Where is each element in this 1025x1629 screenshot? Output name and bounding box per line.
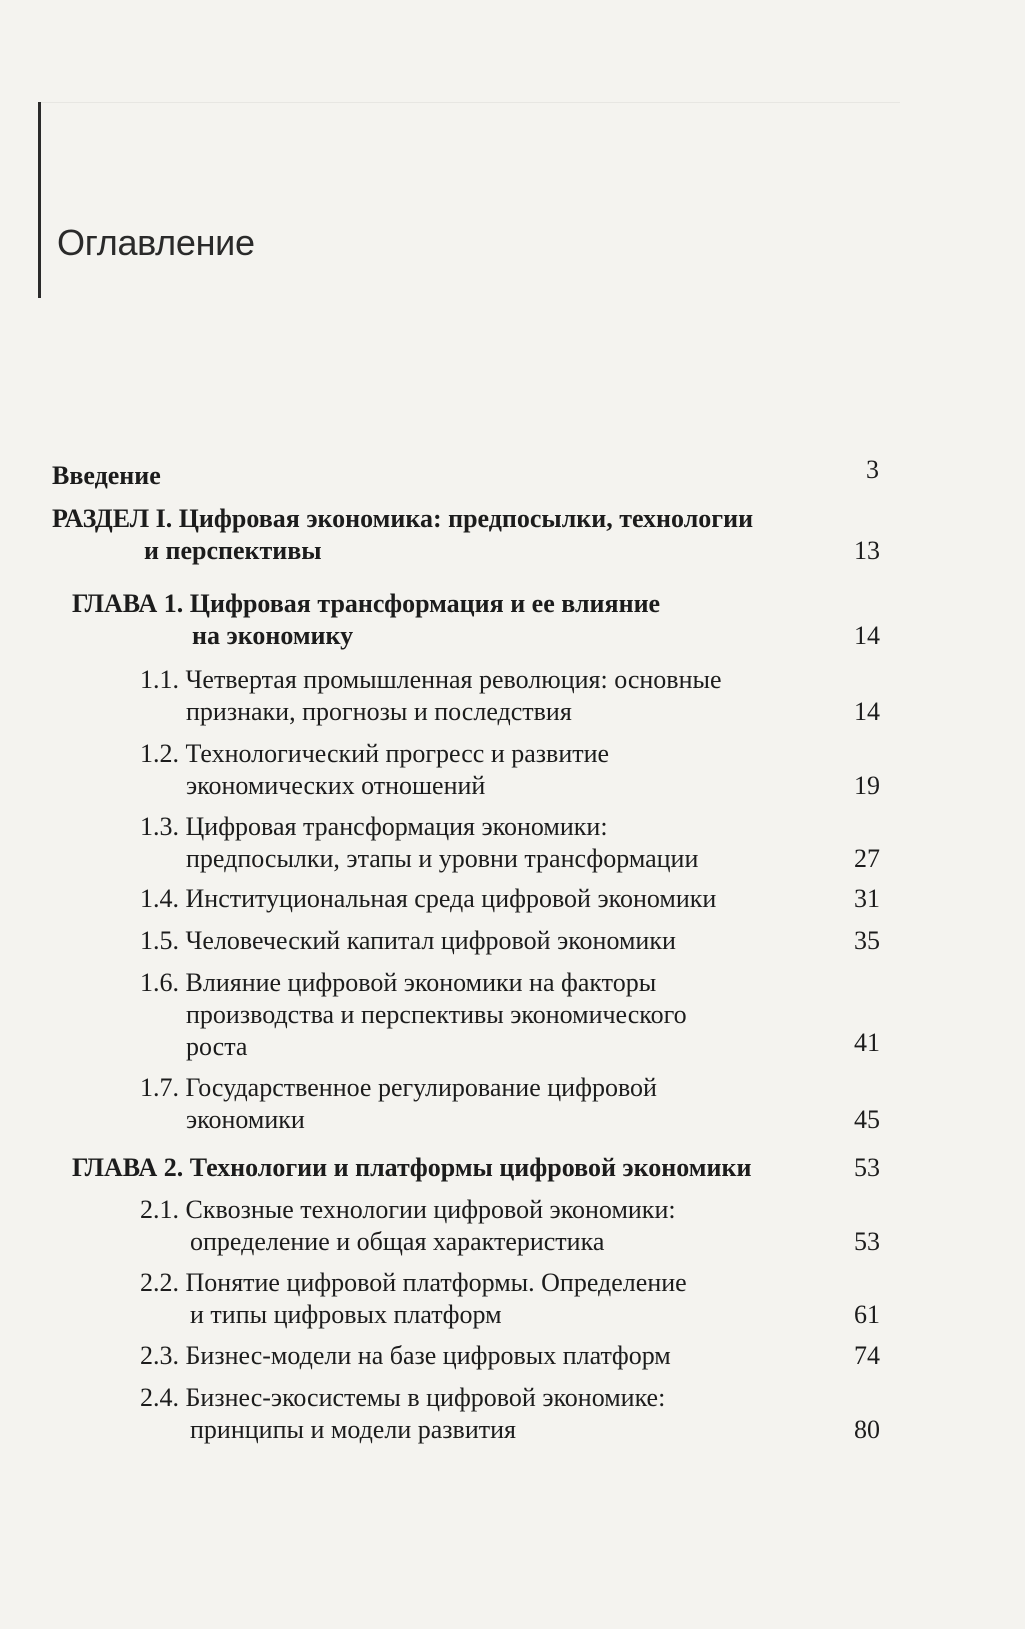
toc-entry-title-line: предпосылки, этапы и уровни трансформации bbox=[186, 844, 699, 873]
toc-entry-ch2 bbox=[72, 1152, 882, 1186]
toc-entry-title-line: экономических отношений bbox=[186, 771, 486, 800]
toc-page-number: 3 bbox=[866, 455, 879, 484]
toc-entry-1-7 bbox=[140, 1072, 882, 1138]
toc-entry-title-block bbox=[140, 1382, 665, 1446]
toc-entry-1-6 bbox=[140, 967, 882, 1067]
toc-entry-title: Введение bbox=[52, 461, 161, 490]
toc-entry-title-block bbox=[140, 1194, 676, 1258]
toc-entry-title: 1.4. Институциональная среда цифровой экономики bbox=[140, 884, 717, 913]
toc-entry-1-2 bbox=[140, 738, 882, 804]
toc-entry-title-line: и типы цифровых платформ bbox=[190, 1300, 502, 1329]
page-title: Оглавление bbox=[57, 222, 255, 263]
toc-entry-intro bbox=[52, 455, 882, 494]
toc-entry-1-4 bbox=[140, 883, 882, 917]
toc-page-number: 80 bbox=[854, 1415, 880, 1444]
toc-entry-title-line: ГЛАВА 1. Цифровая трансформация и ее влияние bbox=[72, 589, 661, 618]
toc-page-number: 61 bbox=[854, 1300, 880, 1329]
toc-entry-title-block bbox=[140, 1072, 657, 1136]
toc-entry-1-5 bbox=[140, 925, 882, 959]
toc-entry-title-line: определение и общая характеристика bbox=[190, 1227, 605, 1256]
toc-entry-title-line: 2.2. Понятие цифровой платформы. Определение bbox=[140, 1268, 687, 1297]
toc-entry-title-line: 1.1. Четвертая промышленная революция: основные bbox=[140, 665, 722, 694]
toc-page-number: 14 bbox=[854, 621, 880, 650]
toc-entry-title-block bbox=[52, 503, 753, 567]
toc-entry-title-line: 1.7. Государственное регулирование цифровой bbox=[140, 1073, 657, 1102]
toc-page-number: 35 bbox=[854, 926, 880, 955]
toc-entry-title-line: РАЗДЕЛ I. Цифровая экономика: предпосылки, технологии bbox=[52, 504, 754, 533]
toc-entry-title-line: признаки, прогнозы и последствия bbox=[186, 697, 572, 726]
toc-page-number: 19 bbox=[854, 771, 880, 800]
toc-entry-title-line: 1.6. Влияние цифровой экономики на факторы bbox=[140, 968, 657, 997]
toc-entry-title-block bbox=[140, 738, 609, 802]
toc-entry-1-3 bbox=[140, 811, 882, 877]
toc-entry-title-block bbox=[140, 1267, 687, 1331]
toc-entry-title-block bbox=[72, 588, 660, 652]
toc-page-number: 74 bbox=[854, 1341, 880, 1370]
toc-entry-title-line: экономики bbox=[186, 1105, 305, 1134]
toc-entry-title-block bbox=[140, 664, 722, 728]
toc-entry-title-line: на экономику bbox=[192, 621, 354, 650]
toc-entry-ch1 bbox=[72, 588, 882, 654]
toc-entry-title: 1.5. Человеческий капитал цифровой экономики bbox=[140, 926, 676, 955]
toc-entry-title-line: 2.1. Сквозные технологии цифровой экономики: bbox=[140, 1195, 676, 1224]
toc-entry-title-line: принципы и модели развития bbox=[190, 1415, 516, 1444]
toc-entry-title: 2.3. Бизнес-модели на базе цифровых платформ bbox=[140, 1341, 671, 1370]
toc-entry-title-block bbox=[140, 811, 698, 875]
toc-entry-1-1 bbox=[140, 664, 882, 730]
toc-page-number: 53 bbox=[854, 1153, 880, 1182]
toc-page-number: 13 bbox=[854, 536, 880, 565]
toc-entry-2-2 bbox=[140, 1267, 882, 1333]
toc-entry-title-line: 2.4. Бизнес-экосистемы в цифровой экономике: bbox=[140, 1383, 666, 1412]
toc-page-number: 31 bbox=[854, 884, 880, 913]
toc-entry-2-3 bbox=[140, 1340, 882, 1374]
toc-entry-section1 bbox=[52, 503, 882, 569]
toc-page-number: 27 bbox=[854, 844, 880, 873]
toc-entry-title-line: и перспективы bbox=[144, 536, 322, 565]
toc-page-number: 53 bbox=[854, 1227, 880, 1256]
toc-entry-title-line: 1.2. Технологический прогресс и развитие bbox=[140, 739, 610, 768]
toc-entry-title-line: 1.3. Цифровая трансформация экономики: bbox=[140, 812, 608, 841]
toc-page-number: 14 bbox=[854, 697, 880, 726]
toc-page-number: 41 bbox=[854, 1028, 880, 1057]
toc-page-number: 45 bbox=[854, 1105, 880, 1134]
toc-entry-2-4 bbox=[140, 1382, 882, 1448]
toc-entry-title-block bbox=[140, 967, 687, 1063]
toc-entry-2-1 bbox=[140, 1194, 882, 1260]
toc-entry-title: ГЛАВА 2. Технологии и платформы цифровой экономики bbox=[72, 1153, 752, 1182]
toc-entry-title-line: производства и перспективы экономического bbox=[186, 1000, 687, 1029]
toc-entry-title-line: роста bbox=[186, 1032, 248, 1061]
